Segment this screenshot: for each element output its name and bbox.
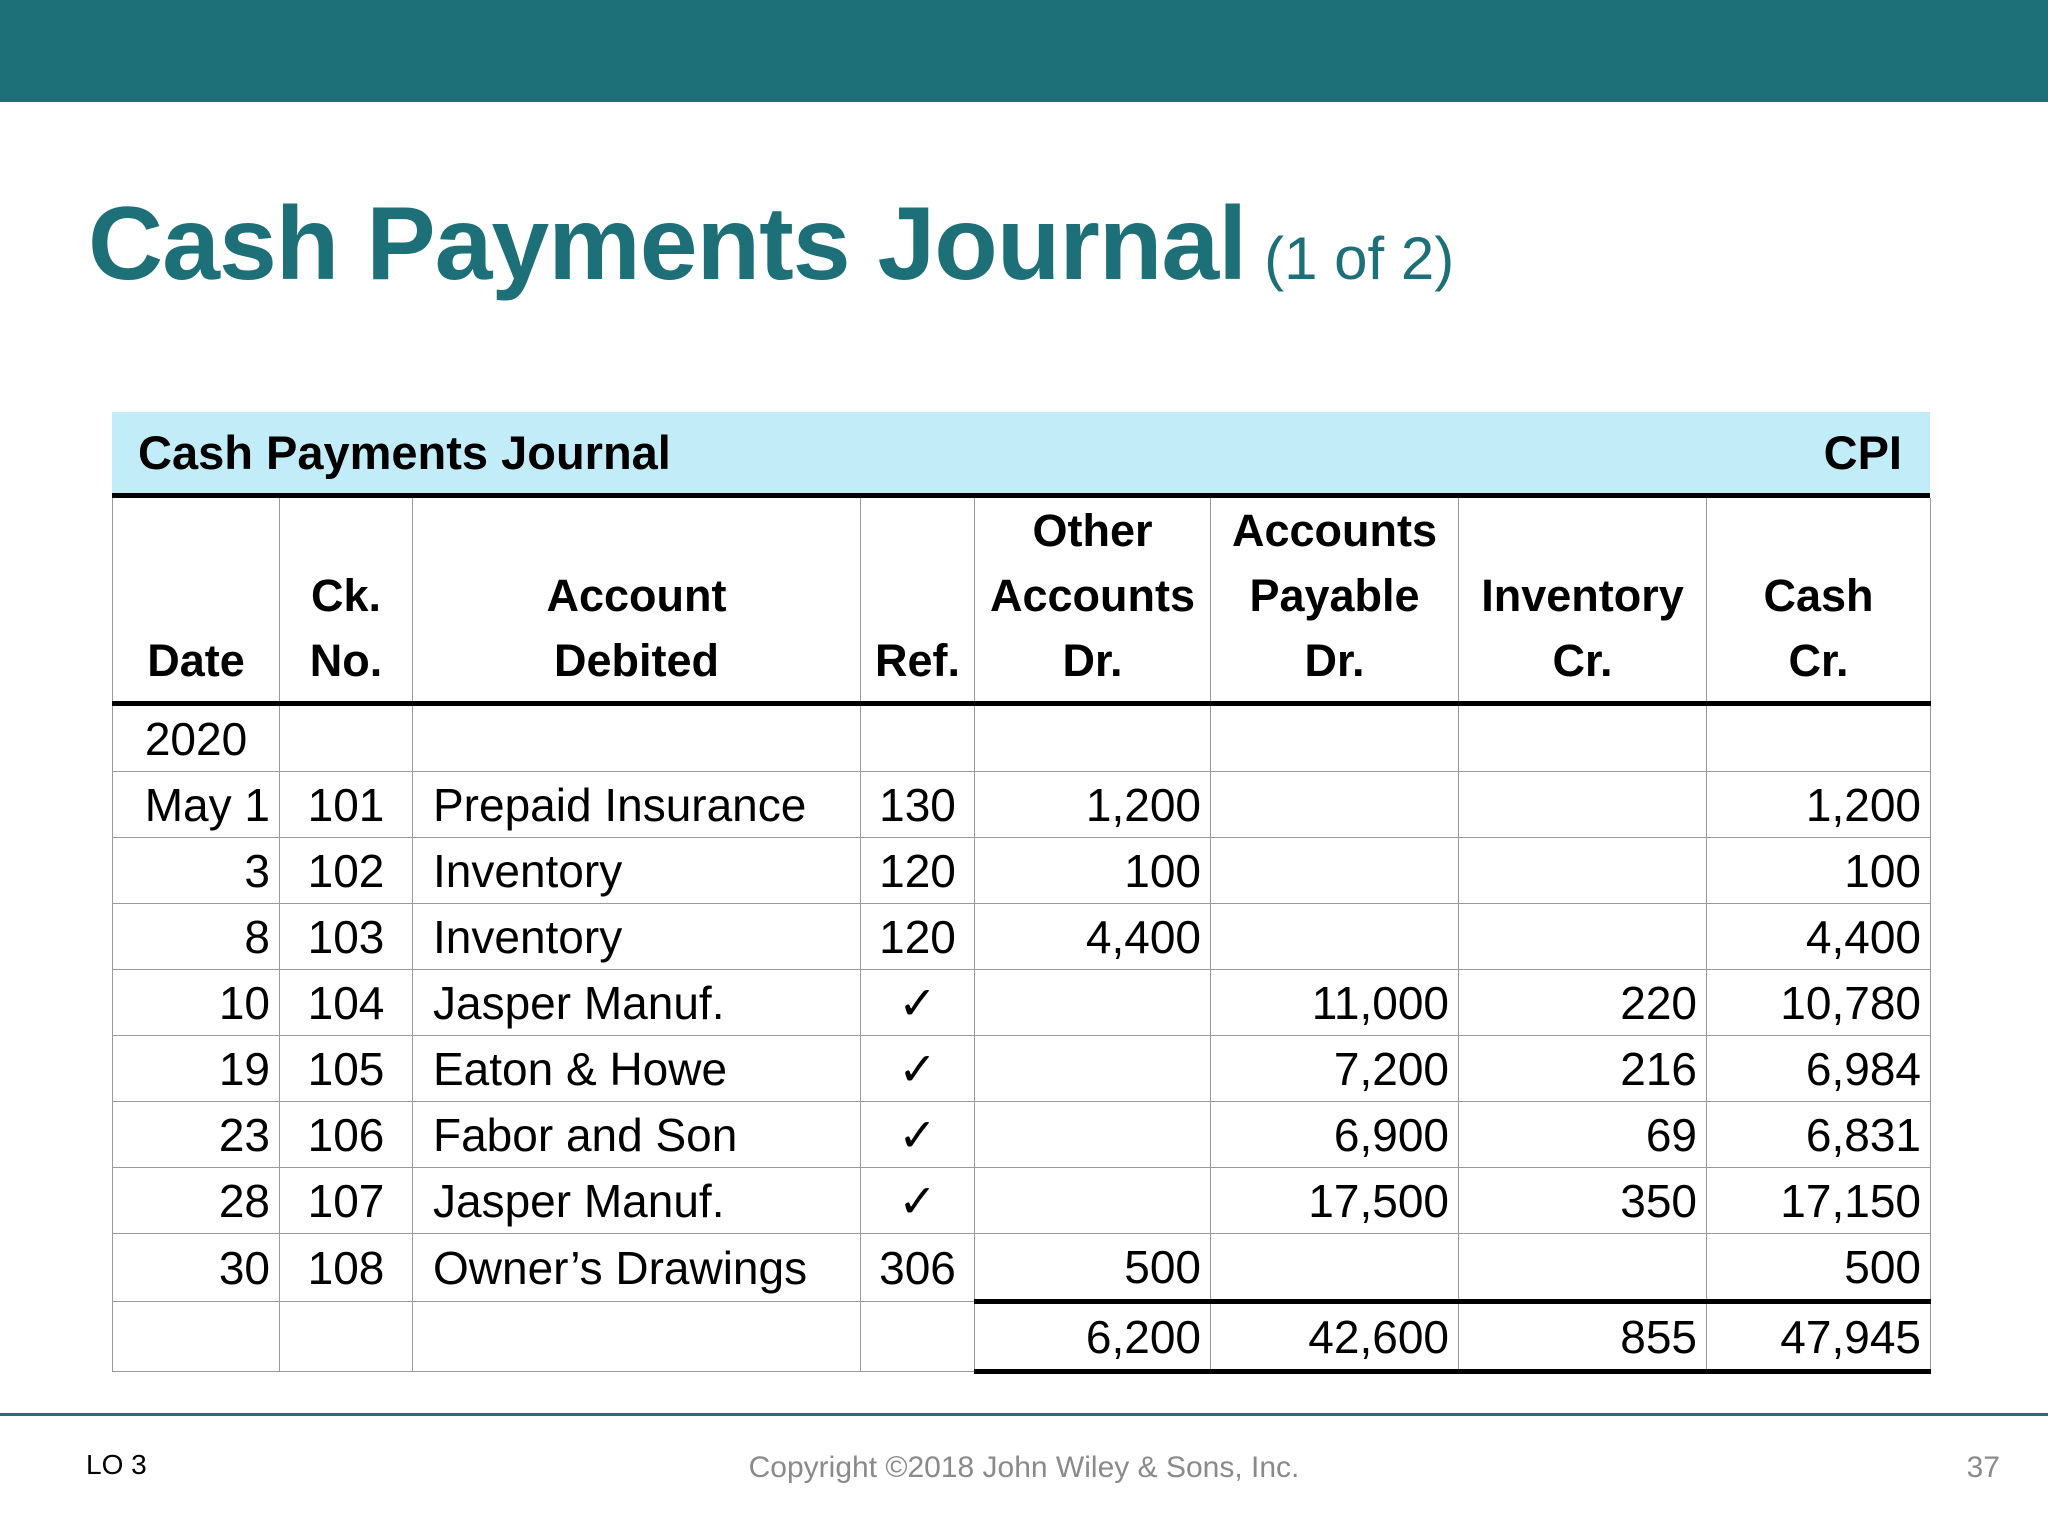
journal-code: CPI [1823, 426, 1902, 479]
cell-account: Prepaid Insurance [413, 772, 861, 838]
cell-empty [113, 1302, 280, 1372]
checkmark-icon: ✓ [861, 1036, 975, 1102]
cell-ref: 120 [861, 904, 975, 970]
cell-account: Jasper Manuf. [413, 970, 861, 1036]
cell-date: 10 [113, 970, 280, 1036]
col-ck-header: Ck. No. [280, 498, 413, 704]
cell-account: Eaton & Howe [413, 1036, 861, 1102]
cell-account: Jasper Manuf. [413, 1168, 861, 1234]
table-row [113, 772, 1931, 838]
cell-account: Fabor and Son [413, 1102, 861, 1168]
cell-other: 100 [975, 838, 1211, 904]
cell-empty [861, 1302, 975, 1372]
cell-ap [1211, 904, 1459, 970]
cell-ap [1211, 704, 1459, 772]
cell-other: 4,400 [975, 904, 1211, 970]
cell-empty [413, 1302, 861, 1372]
col-cash-header: Cash Cr. [1707, 498, 1931, 704]
cell-account: Inventory [413, 904, 861, 970]
cell-ap: 11,000 [1211, 970, 1459, 1036]
cell-inventory [1459, 704, 1707, 772]
cell-inventory [1459, 838, 1707, 904]
total-other: 6,200 [975, 1302, 1211, 1372]
cell-ref: 120 [861, 838, 975, 904]
cell-cash: 500 [1707, 1234, 1931, 1302]
cell-cash [1707, 704, 1931, 772]
page-number: 37 [1966, 1451, 2000, 1484]
cell-other [975, 970, 1211, 1036]
cell-ck: 107 [280, 1168, 413, 1234]
cell-empty [280, 1302, 413, 1372]
cell-ck: 108 [280, 1234, 413, 1302]
total-inventory: 855 [1459, 1302, 1707, 1372]
col-other-header: Other Accounts Dr. [975, 498, 1211, 704]
cell-inventory: 69 [1459, 1102, 1707, 1168]
cell-inventory [1459, 1234, 1707, 1302]
cell-other: 1,200 [975, 772, 1211, 838]
cell-ap [1211, 1234, 1459, 1302]
journal-table [112, 498, 1931, 1374]
cell-other [975, 1102, 1211, 1168]
total-cash: 47,945 [1707, 1302, 1931, 1372]
cell-inventory [1459, 772, 1707, 838]
cell-cash: 6,984 [1707, 1036, 1931, 1102]
cell-ck: 103 [280, 904, 413, 970]
cell-ck: 105 [280, 1036, 413, 1102]
col-date-header: Date [113, 498, 280, 704]
journal-name: Cash Payments Journal [138, 426, 671, 479]
cell-ap: 7,200 [1211, 1036, 1459, 1102]
cell-ck: 104 [280, 970, 413, 1036]
table-row [113, 838, 1931, 904]
cell-date: 3 [113, 838, 280, 904]
title-main: Cash Payments Journal [88, 186, 1247, 302]
cell-inventory: 350 [1459, 1168, 1707, 1234]
cell-ref: 130 [861, 772, 975, 838]
cell-date: 19 [113, 1036, 280, 1102]
cell-cash: 4,400 [1707, 904, 1931, 970]
cell-date: 28 [113, 1168, 280, 1234]
table-row [113, 904, 1931, 970]
cell-inventory: 220 [1459, 970, 1707, 1036]
table-row [113, 1234, 1931, 1302]
table-row [113, 1036, 1931, 1102]
journal [112, 412, 1930, 1374]
cell-inventory: 216 [1459, 1036, 1707, 1102]
slide-title [88, 185, 1454, 304]
table-row [113, 970, 1931, 1036]
cell-cash: 1,200 [1707, 772, 1931, 838]
cell-other: 500 [975, 1234, 1211, 1302]
col-account-header: Account Debited [413, 498, 861, 704]
table-row [113, 704, 1931, 772]
cell-other [975, 704, 1211, 772]
cell-account: Owner’s Drawings [413, 1234, 861, 1302]
copyright: Copyright ©2018 John Wiley & Sons, Inc. [748, 1451, 1300, 1484]
cell-date: 8 [113, 904, 280, 970]
cell-ck: 102 [280, 838, 413, 904]
footer-divider [0, 1413, 2048, 1416]
cell-ref [861, 704, 975, 772]
journal-header [112, 412, 1930, 498]
cell-date: 2020 [113, 704, 280, 772]
cell-cash: 10,780 [1707, 970, 1931, 1036]
cell-other [975, 1036, 1211, 1102]
header-row [113, 498, 1931, 704]
cell-cash: 100 [1707, 838, 1931, 904]
top-banner [0, 0, 2048, 102]
cell-ck: 106 [280, 1102, 413, 1168]
cell-ck [280, 704, 413, 772]
table-row [113, 1102, 1931, 1168]
checkmark-icon: ✓ [861, 1168, 975, 1234]
cell-cash: 17,150 [1707, 1168, 1931, 1234]
cell-ref: 306 [861, 1234, 975, 1302]
cell-ap [1211, 772, 1459, 838]
cell-ap [1211, 838, 1459, 904]
cell-ap: 17,500 [1211, 1168, 1459, 1234]
checkmark-icon: ✓ [861, 970, 975, 1036]
cell-ck: 101 [280, 772, 413, 838]
col-inventory-header: Inventory Cr. [1459, 498, 1707, 704]
checkmark-icon: ✓ [861, 1102, 975, 1168]
totals-row [113, 1302, 1931, 1372]
total-ap: 42,600 [1211, 1302, 1459, 1372]
cell-date: May 1 [113, 772, 280, 838]
cell-account: Inventory [413, 838, 861, 904]
cell-date: 23 [113, 1102, 280, 1168]
cell-cash: 6,831 [1707, 1102, 1931, 1168]
col-ref-header: Ref. [861, 498, 975, 704]
cell-date: 30 [113, 1234, 280, 1302]
cell-inventory [1459, 904, 1707, 970]
cell-ap: 6,900 [1211, 1102, 1459, 1168]
table-row [113, 1168, 1931, 1234]
title-subtitle: (1 of 2) [1264, 225, 1455, 292]
cell-other [975, 1168, 1211, 1234]
col-ap-header: Accounts Payable Dr. [1211, 498, 1459, 704]
learning-objective: LO 3 [86, 1449, 147, 1480]
cell-account [413, 704, 861, 772]
